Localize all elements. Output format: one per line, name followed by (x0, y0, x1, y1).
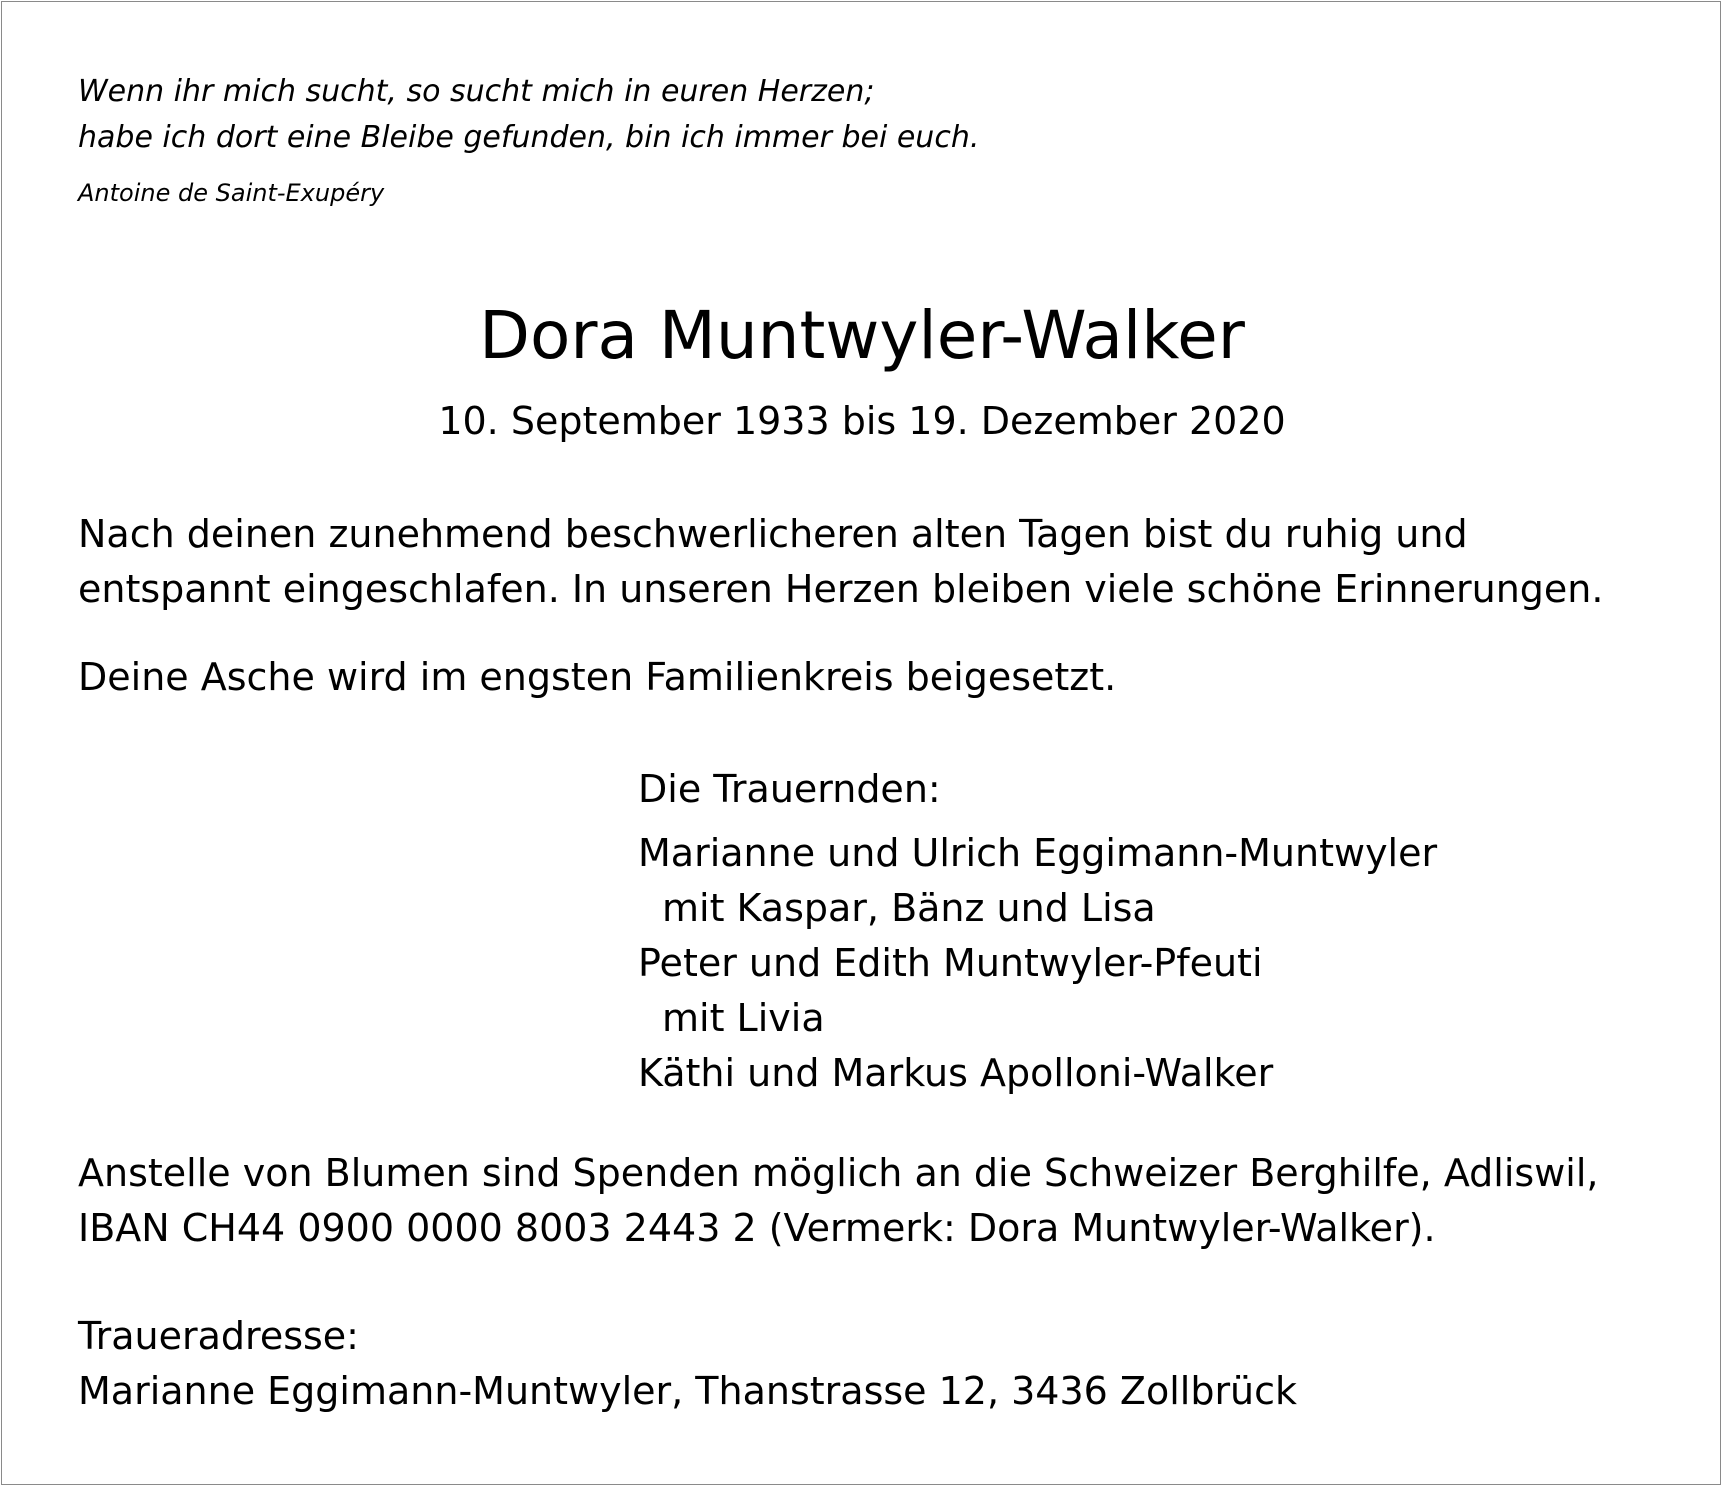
address-label: Traueradresse: (78, 1314, 359, 1358)
mourners-heading: Die Trauernden: (638, 767, 941, 811)
message-line-2: entspannt eingeschlafen. In unseren Herzen bleiben viele schöne Erinnerungen. (78, 567, 1604, 611)
mourner-line: mit Kaspar, Bänz und Lisa (662, 886, 1156, 930)
mourner-line: mit Livia (662, 996, 825, 1040)
donation-line-2: IBAN CH44 0900 0000 8003 2443 2 (Vermerk: Dora Muntwyler-Walker). (78, 1206, 1436, 1250)
deceased-name: Dora Muntwyler-Walker (479, 297, 1245, 374)
burial-note: Deine Asche wird im engsten Familienkreis beigesetzt. (78, 655, 1117, 699)
notice-border (1, 1, 1721, 1485)
mourner-line: Marianne und Ulrich Eggimann-Muntwyler (638, 831, 1438, 875)
quote-author: Antoine de Saint-Exupéry (78, 179, 385, 207)
quote-line-1: Wenn ihr mich sucht, so sucht mich in euren Herzen; (78, 74, 875, 109)
mourner-line: Käthi und Markus Apolloni-Walker (638, 1051, 1274, 1095)
mourner-line: Peter und Edith Muntwyler-Pfeuti (638, 941, 1263, 985)
quote-line-2: habe ich dort eine Bleibe gefunden, bin ich immer bei euch. (78, 120, 980, 155)
address-value: Marianne Eggimann-Muntwyler, Thanstrasse 12, 3436 Zollbrück (78, 1369, 1298, 1413)
life-dates: 10. September 1933 bis 19. Dezember 2020 (438, 399, 1286, 443)
donation-line-1: Anstelle von Blumen sind Spenden möglich an die Schweizer Berghilfe, Adliswil, (78, 1151, 1599, 1195)
message-line-1: Nach deinen zunehmend beschwerlicheren alten Tagen bist du ruhig und (78, 512, 1468, 556)
